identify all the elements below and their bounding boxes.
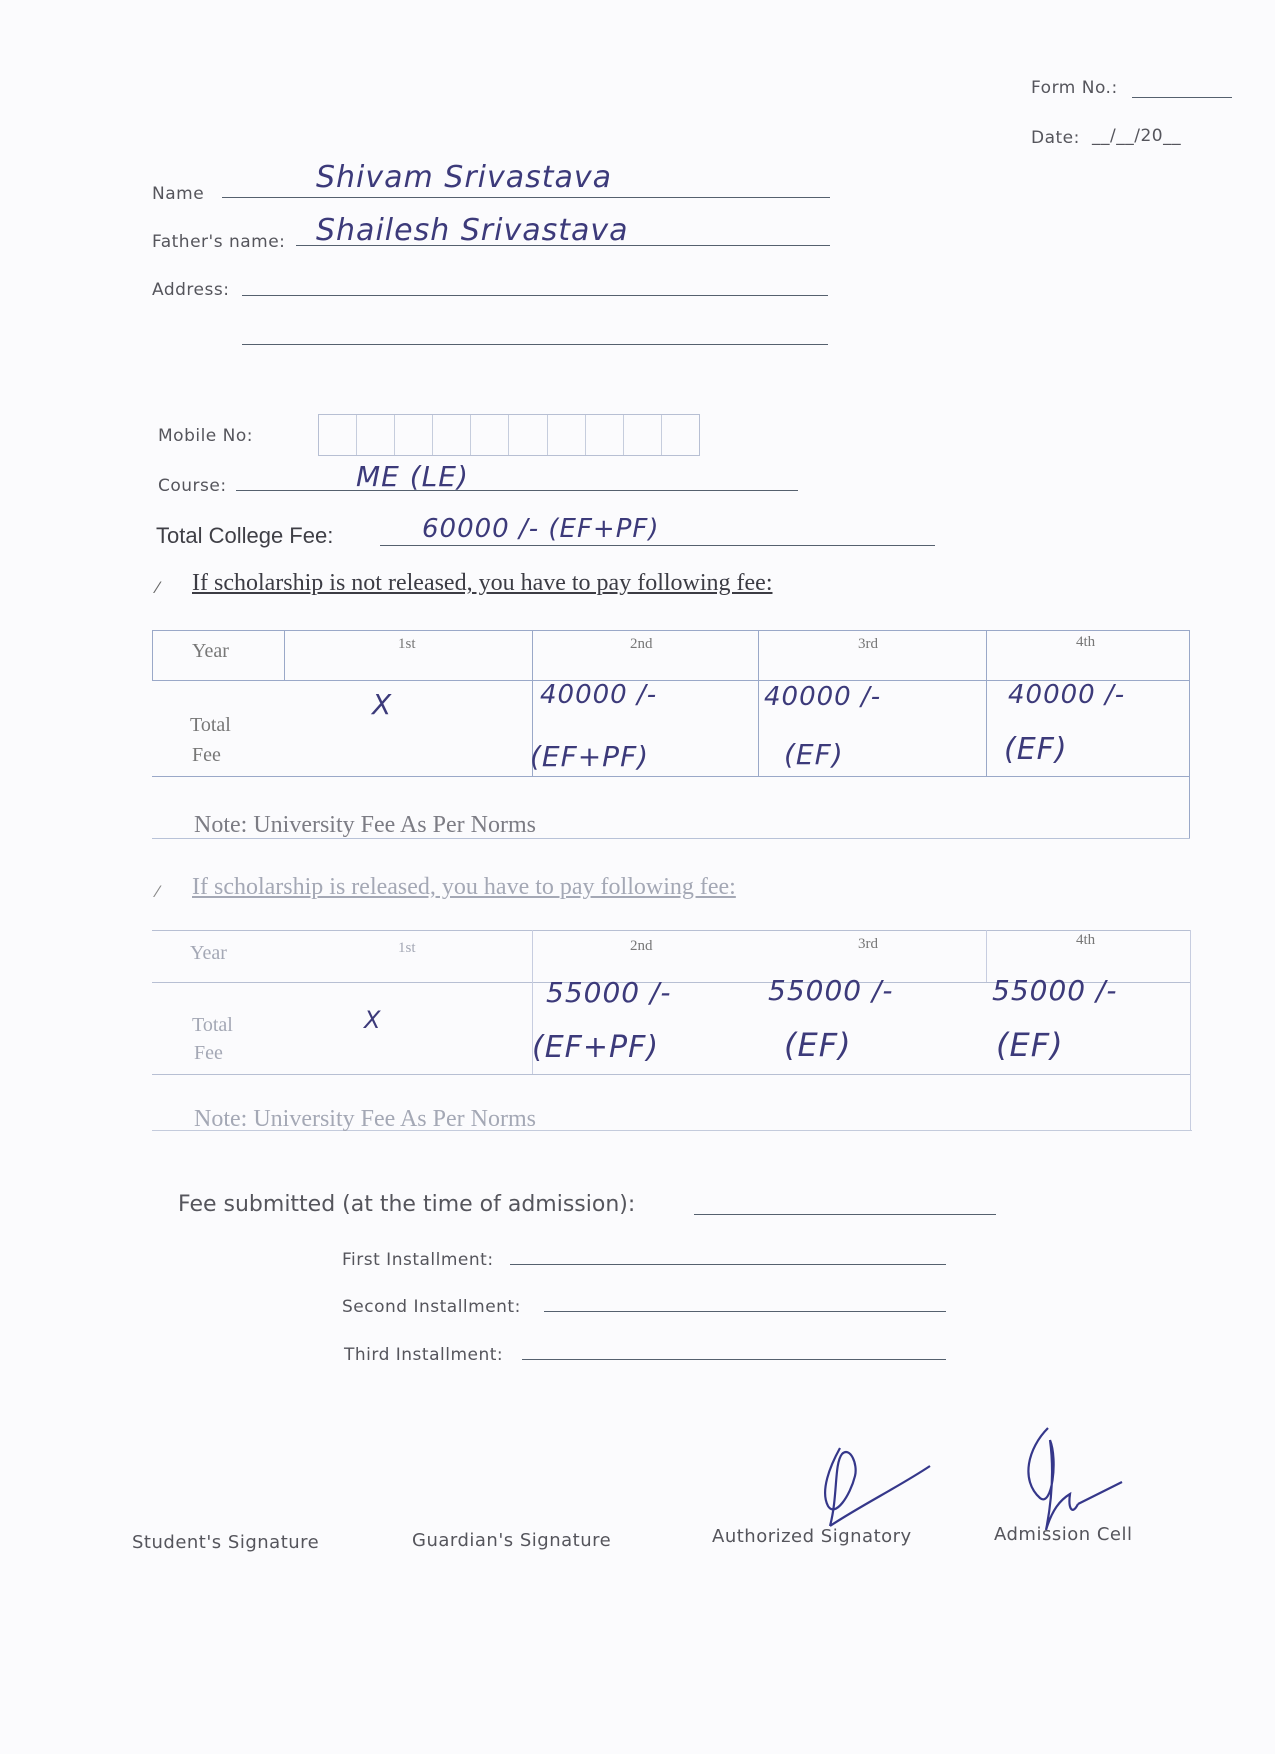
third-installment-label: Third Installment: (344, 1345, 504, 1365)
mobile-label: Mobile No: (158, 426, 254, 446)
row-label-total: Total (190, 714, 231, 736)
course-label: Course: (158, 476, 227, 496)
course-value: ME (LE) (356, 460, 469, 493)
not-released-heading: If scholarship is not released, you have to pay following fee: (192, 570, 773, 596)
father-name-label: Father's name: (152, 232, 286, 252)
col-2nd-header: 2nd (630, 938, 653, 954)
fee-submitted-field[interactable] (694, 1214, 996, 1215)
address-field-line-1[interactable] (242, 295, 828, 296)
course-field[interactable] (236, 490, 798, 491)
col-2nd-header: 2nd (630, 636, 653, 652)
cell-4th-note: (EF) (1004, 732, 1068, 767)
cell-3rd-note: (EF) (784, 738, 844, 771)
cell-3rd-amount: 55000 /- (768, 974, 894, 1007)
col-3rd-header: 3rd (858, 936, 878, 952)
cell-2nd-note: (EF+PF) (532, 1030, 660, 1065)
row-label-fee: Fee (192, 744, 221, 766)
year-header: Year (192, 640, 229, 662)
second-installment-label: Second Installment: (342, 1297, 521, 1317)
cell-2nd-amount: 55000 /- (546, 976, 672, 1009)
col-3rd-header: 3rd (858, 636, 878, 652)
address-label: Address: (152, 280, 230, 300)
authorized-signatory-label: Authorized Signatory (712, 1526, 912, 1547)
date-field[interactable]: __/__/20__ (1092, 126, 1182, 146)
cell-1st-amount: X (364, 1006, 382, 1034)
total-fee-label: Total College Fee: (156, 523, 334, 548)
first-installment-field[interactable] (510, 1264, 946, 1265)
released-heading: If scholarship is released, you have to pay following fee: (192, 874, 736, 900)
row-label-total: Total (192, 1014, 233, 1036)
name-label: Name (152, 184, 205, 204)
form-no-label: Form No.: (1031, 78, 1118, 98)
cell-2nd-amount: 40000 /- (540, 680, 658, 710)
address-field-line-2[interactable] (242, 344, 828, 345)
fee-submitted-label: Fee submitted (at the time of admission): (178, 1192, 636, 1217)
name-field[interactable] (222, 197, 830, 198)
total-fee-field[interactable] (380, 545, 935, 546)
bullet-arrow-icon: ⁄ (156, 578, 159, 597)
cell-3rd-note: (EF) (784, 1026, 852, 1064)
cell-4th-amount: 55000 /- (992, 974, 1118, 1007)
admission-signature-scribble (1010, 1420, 1130, 1540)
note-not-released: Note: University Fee As Per Norms (194, 812, 536, 838)
admission-cell-label: Admission Cell (994, 1524, 1133, 1545)
col-4th-header: 4th (1076, 932, 1096, 948)
bullet-arrow-icon: ⁄ (156, 882, 159, 901)
row-label-fee: Fee (194, 1042, 223, 1064)
total-fee-value: 60000 /- (EF+PF) (422, 514, 660, 544)
note-released: Note: University Fee As Per Norms (194, 1106, 536, 1132)
cell-4th-amount: 40000 /- (1008, 680, 1126, 710)
father-name-value: Shailesh Srivastava (316, 213, 629, 248)
cell-4th-note: (EF) (996, 1026, 1064, 1064)
cell-2nd-note: (EF+PF) (530, 740, 650, 773)
col-1st-header: 1st (398, 636, 416, 652)
form-no-field[interactable] (1132, 97, 1232, 98)
cell-3rd-amount: 40000 /- (764, 682, 882, 712)
date-label: Date: (1031, 128, 1080, 148)
second-installment-field[interactable] (544, 1311, 946, 1312)
col-1st-header: 1st (398, 940, 416, 956)
third-installment-field[interactable] (522, 1359, 946, 1360)
student-signature-label: Student's Signature (132, 1532, 320, 1553)
cell-1st-amount: X (372, 688, 393, 721)
guardian-signature-label: Guardian's Signature (412, 1530, 612, 1551)
col-4th-header: 4th (1076, 634, 1096, 650)
name-value: Shivam Srivastava (316, 160, 613, 195)
first-installment-label: First Installment: (342, 1250, 494, 1270)
year-header: Year (190, 942, 227, 964)
mobile-digit-boxes[interactable] (318, 414, 700, 456)
